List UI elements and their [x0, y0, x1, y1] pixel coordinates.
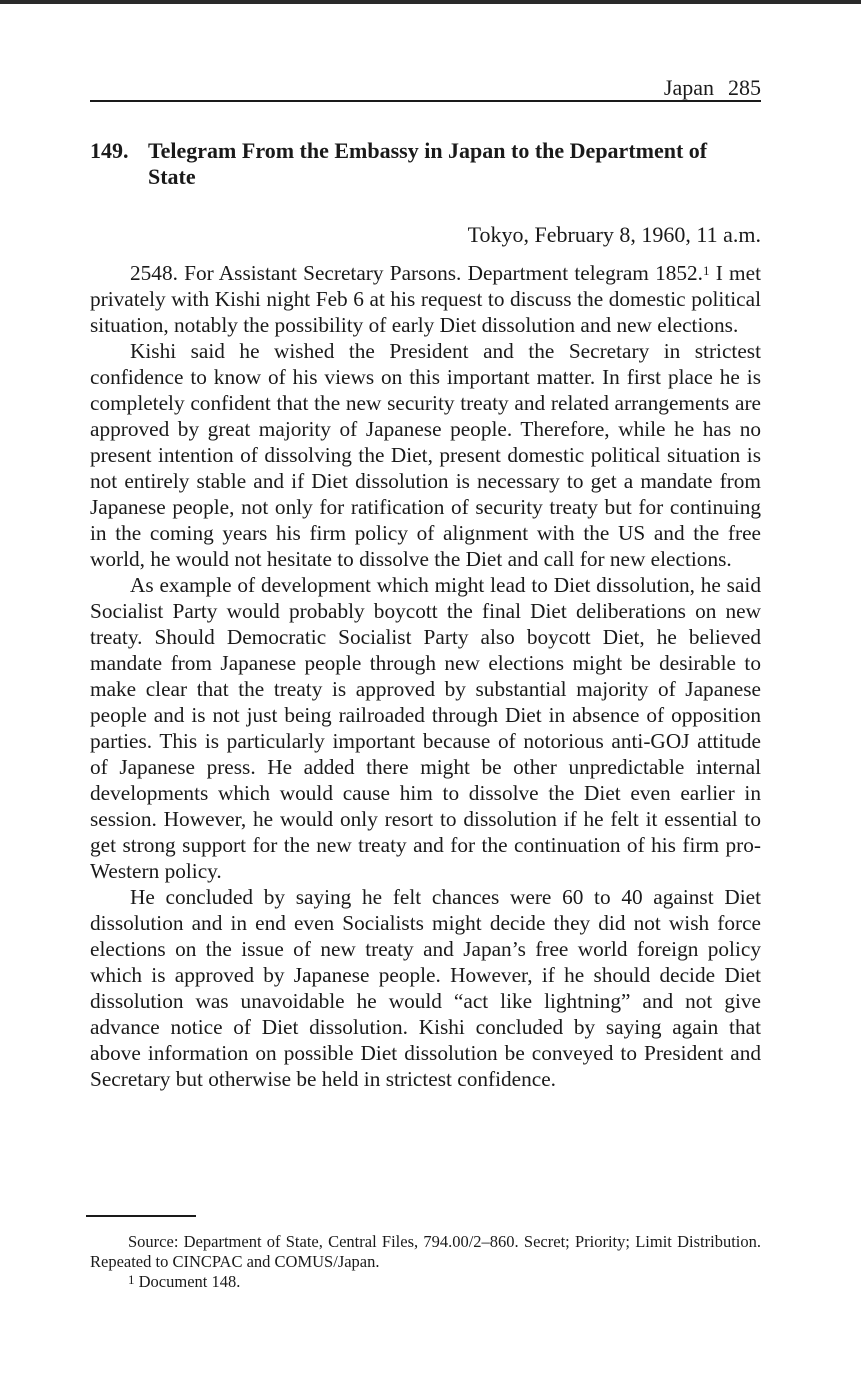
footnote-1	[90, 1272, 761, 1292]
footnote-rule	[86, 1215, 196, 1217]
paragraph-2: Kishi said he wished the President and the Secretary in strictest confidence to know of his views on this important matter. In first place he is completely confident that the new security treaty and related arrangements are approved by great majority of Japanese people. Therefore, while he has no present intention of dissolving the Diet, present domestic political situation is not entirely stable and if Diet dissolution is necessary to get a mandate from Japanese people, not only for ratification of security treaty but for continuing in the coming years his firm policy of alignment with the US and the free world, he would not hesitate to dissolve the Diet and call for new elections.	[90, 339, 761, 571]
telegram-body	[90, 260, 761, 1092]
header-rule	[90, 100, 761, 102]
document-title: Telegram From the Embassy in Japan to the Department of State	[148, 138, 708, 189]
paragraph-3: As example of development which might lead to Diet dissolution, he said Socialist Party would probably boycott the final Diet deliberations on new treaty. Should Democratic Socialist Party also boycott Diet, he believed mandate from Japanese people through new elections might be desirable to make clear that the treaty is approved by substantial majority of Japanese people and is not just being railroaded through Diet in absence of opposition parties. This is particularly important because of notorious anti-GOJ attitude of Japanese press. He added there might be other unpredictable internal developments which would cause him to dissolve the Diet even earlier in session. However, he would only resort to dissolution if he felt it essential to get strong support for the new treaty and for the continuation of his firm pro-Western policy.	[90, 573, 761, 883]
footnote-1-marker: 1	[128, 1272, 135, 1287]
scan-top-edge	[0, 0, 861, 4]
paragraph-1-rest: I met privately with Kishi night Feb 6 at his request to discuss the domestic political situation, notably the possibility of early Diet dissolution and new elections.	[90, 261, 761, 337]
document-number: 149.	[90, 138, 129, 163]
running-header	[90, 74, 761, 102]
page-number: 285	[728, 75, 761, 100]
footnotes	[90, 1232, 761, 1292]
footnote-ref-1: 1	[703, 263, 710, 278]
paragraph-4: He concluded by saying he felt chances were 60 to 40 against Diet dissolution and in end even Socialists might decide they did not wish force elections on the issue of new treaty and Japan’s free world foreign policy which is approved by Japanese people. However, if he should decide Diet dissolution was unavoidable he would “act like lightning” and not give advance notice of Diet dissolution. Kishi concluded by saying again that above information on possible Diet dissolution be conveyed to President and Secretary but otherwise be held in strictest confidence.	[90, 885, 761, 1091]
source-note: Source: Department of State, Central Files, 794.00/2–860. Secret; Priority; Limit Distribution. Repeated to CINCPAC and COMUS/Japan.	[90, 1232, 761, 1271]
footnote-1-text: Document 148.	[134, 1272, 241, 1291]
dateline: Tokyo, February 8, 1960, 11 a.m.	[467, 222, 761, 247]
paragraph-1-lead: 2548. For Assistant Secretary Parsons. Department telegram 1852.	[130, 261, 703, 285]
document-heading	[90, 138, 750, 190]
header-section: Japan	[663, 75, 714, 100]
paragraph-1	[90, 260, 761, 338]
